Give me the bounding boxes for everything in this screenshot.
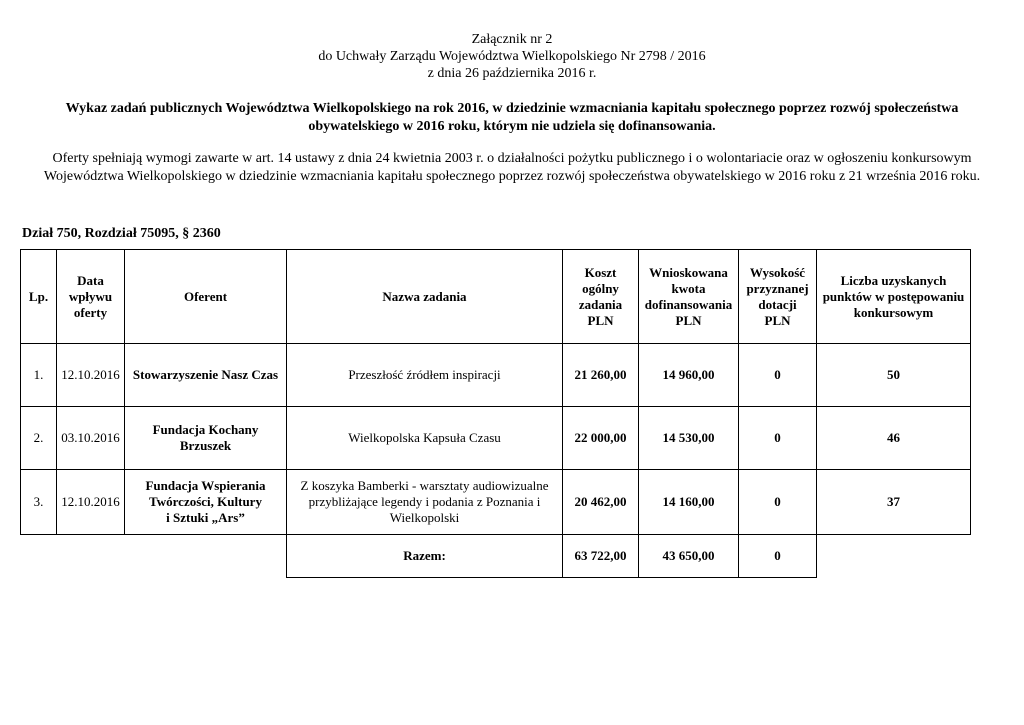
header-date-line: Data [77,272,104,288]
task-line: Wielkopolski [389,510,460,525]
cell-requested-amount: 14 530,00 [639,407,739,470]
header-requested-amount [639,250,739,344]
cell-granted-amount: 0 [739,407,817,470]
header-date [57,250,125,344]
cell-granted-amount: 0 [739,344,817,407]
header-requested-line: Wnioskowana [649,264,728,280]
title-line-1: Wykaz zadań publicznych Województwa Wielkopolskiego na rok 2016, w dziedzinie wzmacniania kapitału społecznego poprzez rozwój społeczeństwa [65,101,959,116]
task-line: Wielkopolska Kapsuła Czasu [348,430,501,445]
header-cost-line: Koszt ogólny [582,264,619,296]
header-offeror: Oferent [125,250,287,344]
offeror-line: Stowarzyszenie Nasz Czas [132,367,279,382]
intro-line-1: Oferty spełniają wymogi zawarte w art. 14 ustawy z dnia 24 kwietnia 2003 r. o działalności pożytku publicznego i o wolontariacie oraz w ogłoszeniu konkursowym [52,151,972,166]
total-empty-cell [21,535,57,578]
cell-total-cost: 22 000,00 [563,407,639,470]
cell-date: 12.10.2016 [57,470,125,535]
resolution-reference: do Uchwały Zarządu Województwa Wielkopolskiego Nr 2798 / 2016 [318,49,706,64]
cell-task-name [287,344,563,407]
cell-granted-amount: 0 [739,470,817,535]
header-total-cost [563,250,639,344]
intro-paragraph [10,150,1014,186]
header-points-line: punktów w postępowaniu [822,288,965,304]
table-row [21,344,971,407]
document-title [30,100,994,136]
cell-date: 12.10.2016 [57,344,125,407]
header-date-line: wpływu [68,288,113,304]
header-granted-line: PLN [764,312,791,328]
document-header [0,31,1024,82]
task-line: Przeszłość źródłem inspiracji [348,367,501,382]
table-row [21,470,971,535]
table-header-row [21,250,971,344]
offeror-line: Brzuszek [179,438,232,453]
cell-lp: 1. [21,344,57,407]
header-points-line: Liczba uzyskanych [840,272,947,288]
total-label: Razem: [287,535,563,578]
cell-points: 46 [817,407,971,470]
header-granted-amount [739,250,817,344]
total-empty-cell [57,535,125,578]
cell-date: 03.10.2016 [57,407,125,470]
header-requested-line: dofinansowania [644,296,733,312]
total-empty-cell [125,535,287,578]
cell-total-cost: 20 462,00 [563,470,639,535]
task-line: przybliżające legendy i podania z Poznania i [308,494,541,509]
total-cost: 63 722,00 [563,535,639,578]
header-lp: Lp. [21,250,57,344]
cell-points: 37 [817,470,971,535]
header-granted-line: Wysokość [749,264,806,280]
task-line: Z koszyka Bamberki - warsztaty audiowizualne [300,478,549,493]
header-granted-line: dotacji [758,296,797,312]
total-empty-cell [817,535,971,578]
cell-offeror [125,344,287,407]
title-line-2: obywatelskiego w 2016 roku, którym nie udziela się dofinansowania. [308,119,716,134]
header-requested-line: kwota [671,280,706,296]
cell-offeror [125,470,287,535]
header-requested-line: PLN [675,312,702,328]
header-cost-line: zadania [578,296,623,312]
intro-line-2: Województwa Wielkopolskiego w dziedzinie wzmacniania kapitału społecznego poprzez rozwój społeczeństwa obywatelskiego w 2016 roku z 21 września 2016 roku. [43,169,981,184]
total-granted: 0 [739,535,817,578]
cell-requested-amount: 14 960,00 [639,344,739,407]
total-row [21,535,971,578]
header-task-name: Nazwa zadania [287,250,563,344]
header-granted-line: przyznanej [746,280,809,296]
offeror-line: Twórczości, Kultury [149,494,262,509]
cell-lp: 2. [21,407,57,470]
header-points-line: konkursowym [853,304,934,320]
offeror-line: i Sztuki „Ars” [166,510,245,525]
cell-points: 50 [817,344,971,407]
cell-lp: 3. [21,470,57,535]
offeror-line: Fundacja Kochany [152,422,259,437]
header-points [817,250,971,344]
attachment-label: Załącznik nr 2 [471,32,553,47]
total-requested: 43 650,00 [639,535,739,578]
offeror-line: Fundacja Wspierania [145,478,266,493]
resolution-date: z dnia 26 października 2016 r. [427,66,597,81]
offers-table [20,249,971,578]
cell-total-cost: 21 260,00 [563,344,639,407]
cell-task-name [287,470,563,535]
table-row [21,407,971,470]
cell-task-name [287,407,563,470]
budget-section-label: Dział 750, Rozdział 75095, § 2360 [22,226,221,241]
header-date-line: oferty [73,304,108,320]
cell-offeror [125,407,287,470]
header-cost-line: PLN [587,312,614,328]
cell-requested-amount: 14 160,00 [639,470,739,535]
